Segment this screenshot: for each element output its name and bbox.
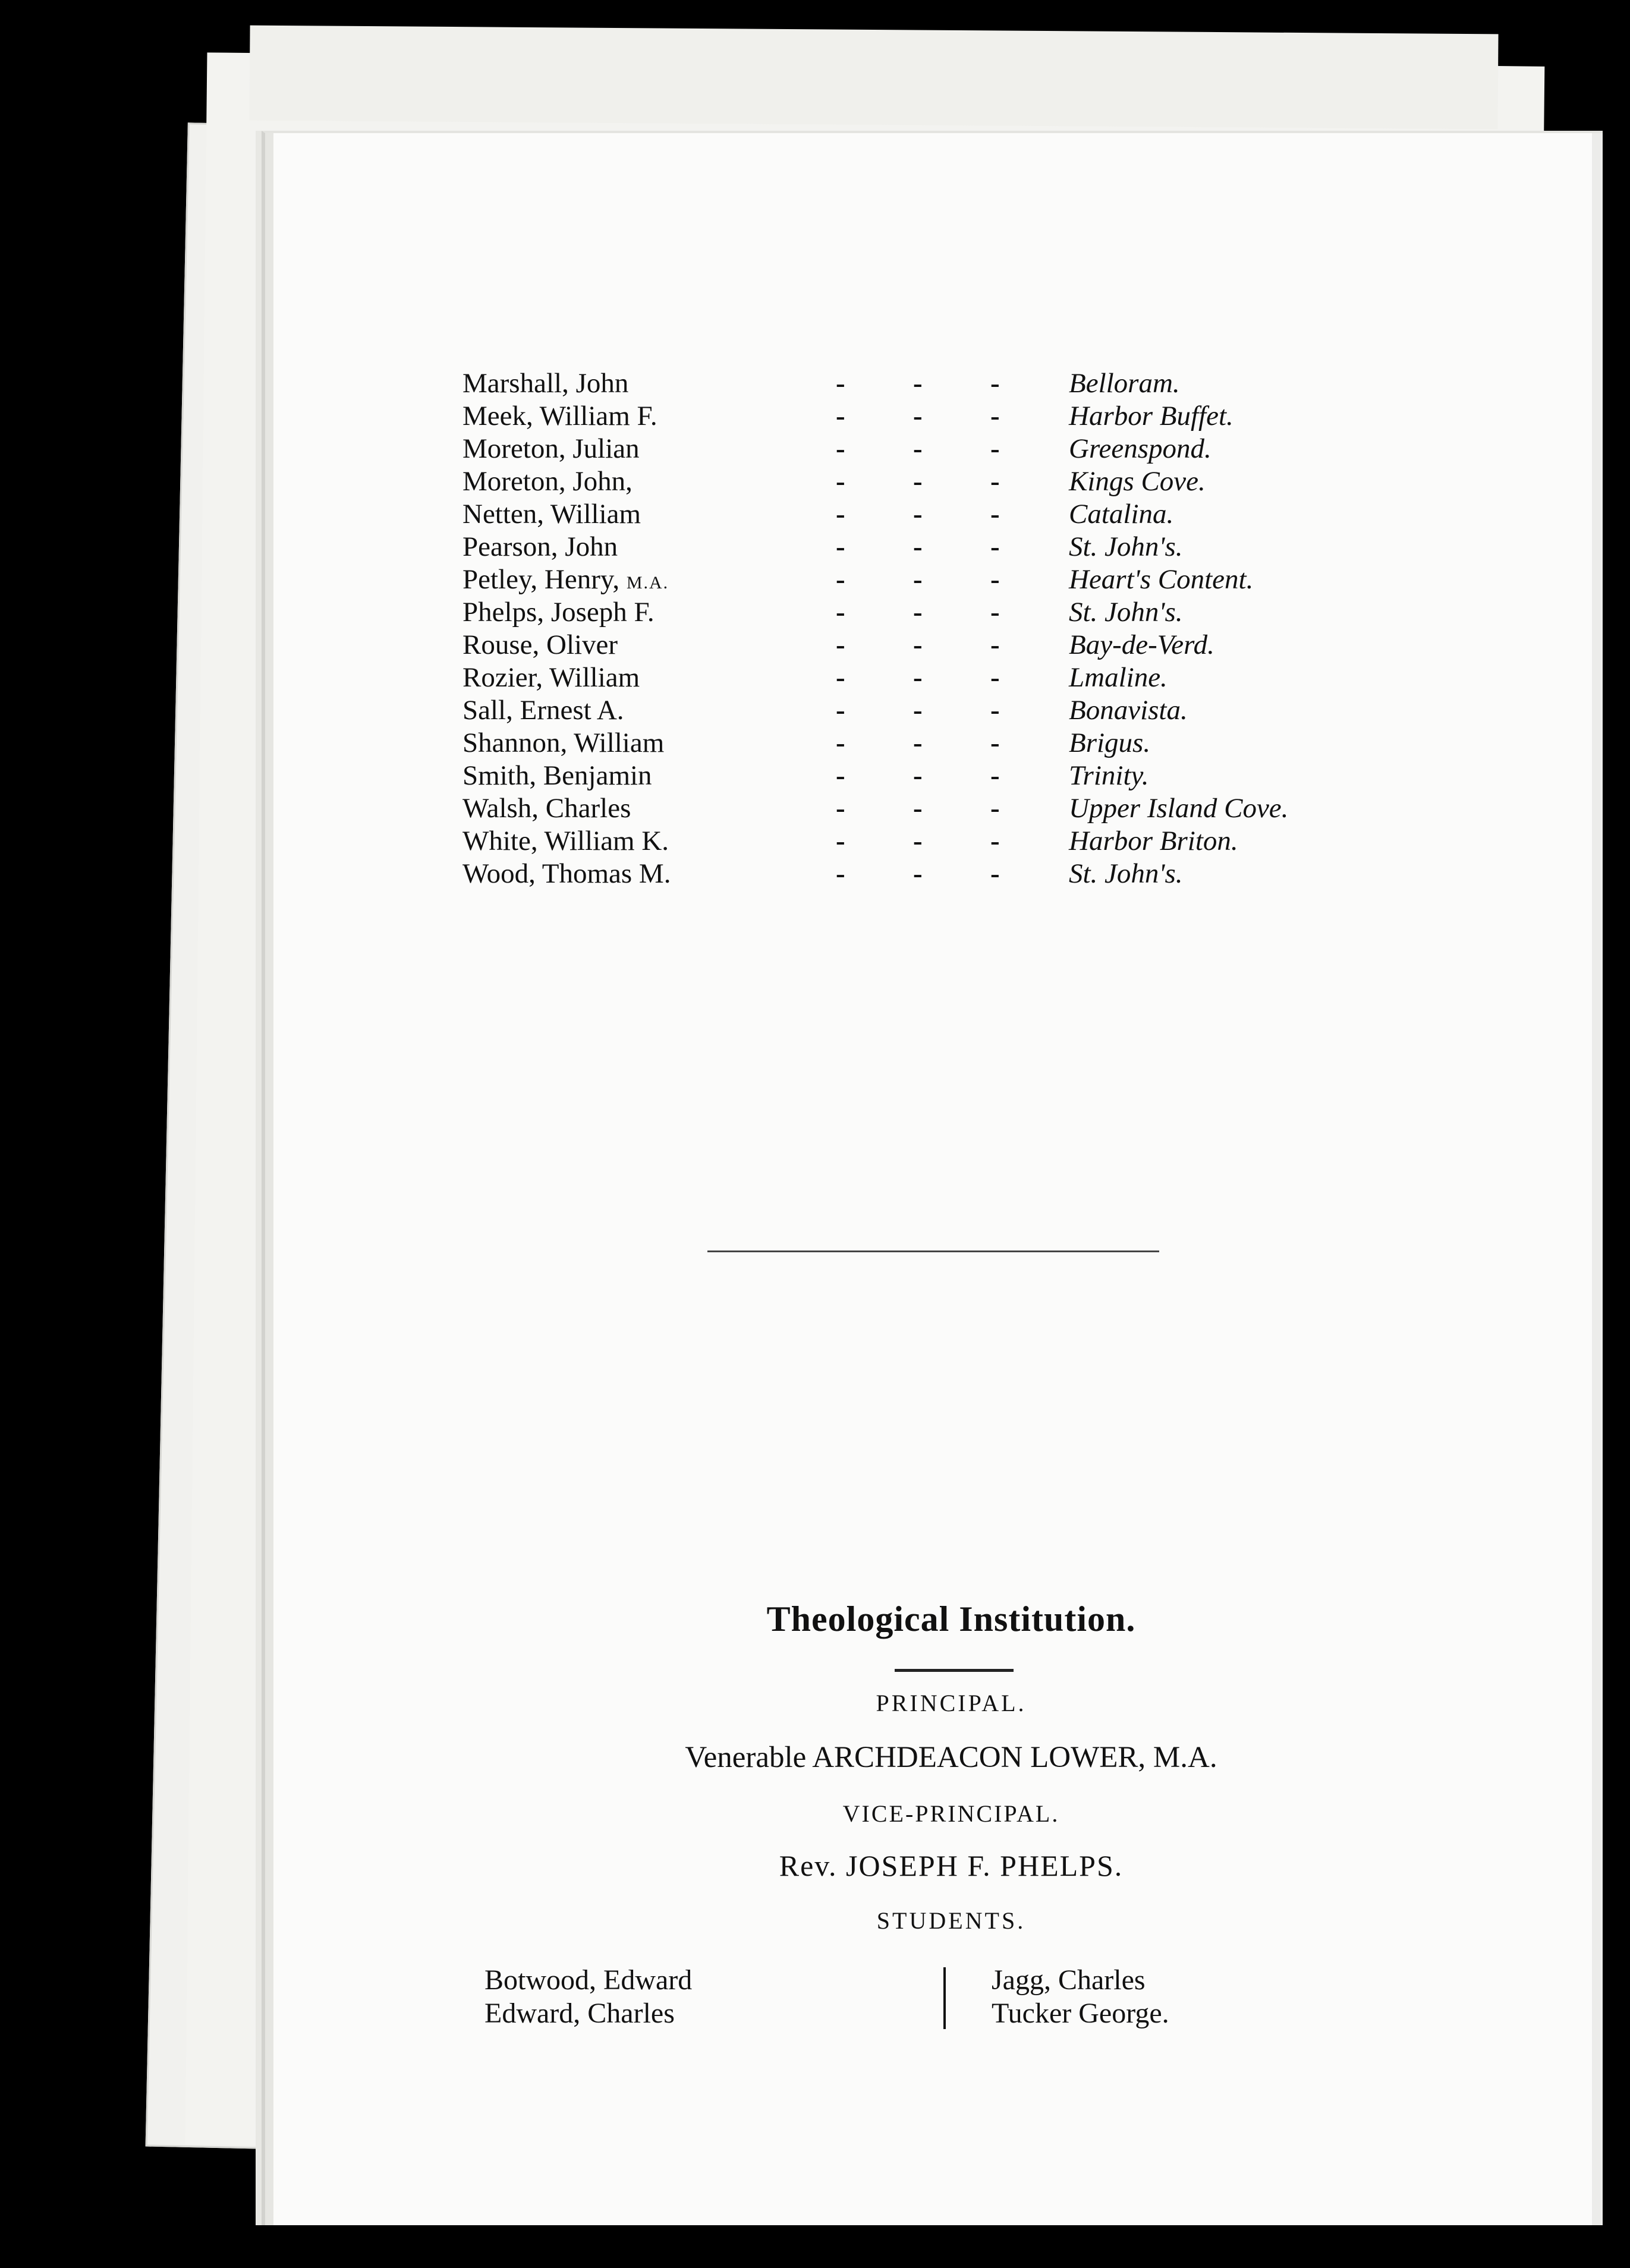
student-name: Botwood, Edward <box>484 1964 693 1996</box>
leader-dash: - <box>836 662 845 693</box>
roster-row <box>462 662 1354 694</box>
leader-dashes <box>836 629 1074 662</box>
leader-dashes <box>836 792 1074 825</box>
leader-dash: - <box>990 826 1000 856</box>
roster-place: Brigus. <box>1069 727 1151 758</box>
leader-dash: - <box>836 564 845 595</box>
roster-row <box>462 727 1354 760</box>
roster-name-text: Rozier, William <box>462 662 640 693</box>
leader-dash: - <box>836 727 845 758</box>
vice-principal-label: VICE-PRINCIPAL. <box>842 1800 1060 1827</box>
roster-place: Greenspond. <box>1069 433 1212 464</box>
leader-dashes <box>836 433 1074 465</box>
roster-row <box>462 563 1354 596</box>
roster-name-text: Moreton, John, <box>462 466 633 497</box>
roster-name-text: Sall, Ernest A. <box>462 695 624 726</box>
roster-row <box>462 367 1354 400</box>
leader-dash: - <box>836 597 845 628</box>
leader-dash: - <box>913 793 923 824</box>
leader-dashes <box>836 465 1074 498</box>
leader-dash: - <box>836 826 845 856</box>
roster-name <box>462 662 640 694</box>
leader-dash: - <box>990 564 1000 595</box>
students-label: STUDENTS. <box>876 1907 1026 1934</box>
leader-dash: - <box>836 499 845 530</box>
leader-dash: - <box>913 629 923 660</box>
leader-dashes <box>836 662 1074 694</box>
roster-name <box>462 433 640 465</box>
roster-name <box>462 465 633 498</box>
leader-dash: - <box>836 793 845 824</box>
principal-name: Venerable ARCHDEACON LOWER, M.A. <box>685 1741 1217 1774</box>
students-left-column <box>484 1964 692 2030</box>
leader-dash: - <box>913 826 923 856</box>
leader-dash: - <box>990 858 1000 889</box>
roster-name-text: Meek, William F. <box>462 401 657 431</box>
leader-dash: - <box>990 662 1000 693</box>
principal-label: PRINCIPAL. <box>876 1690 1027 1716</box>
roster-row <box>462 792 1354 825</box>
leader-dash: - <box>913 433 923 464</box>
leader-dash: - <box>836 433 845 464</box>
student-name: Jagg, Charles <box>992 1964 1146 1996</box>
roster-place: Lmaline. <box>1069 662 1168 693</box>
leader-dash: - <box>836 531 845 562</box>
roster-place: St. John's. <box>1069 597 1183 628</box>
leader-dash: - <box>990 597 1000 628</box>
roster-name <box>462 629 618 662</box>
leader-dash: - <box>990 793 1000 824</box>
leader-dash: - <box>990 727 1000 758</box>
roster-name-text: Shannon, William <box>462 727 665 758</box>
leader-dashes <box>836 498 1074 531</box>
leader-dash: - <box>990 531 1000 562</box>
roster-name <box>462 531 618 563</box>
roster-name <box>462 563 669 599</box>
leader-dash: - <box>913 858 923 889</box>
roster-row <box>462 694 1354 727</box>
leader-dashes <box>836 563 1074 596</box>
roster-place: Heart's Content. <box>1069 564 1254 595</box>
roster-place: St. John's. <box>1069 531 1183 562</box>
roster-name <box>462 498 641 531</box>
roster-row <box>462 629 1354 662</box>
roster-place: Harbor Briton. <box>1069 826 1238 856</box>
roster-name <box>462 596 654 629</box>
leader-dash: - <box>913 499 923 530</box>
leader-dash: - <box>990 499 1000 530</box>
roster-name-text: Wood, Thomas M. <box>462 858 671 889</box>
leader-dash: - <box>836 629 845 660</box>
leader-dashes <box>836 596 1074 629</box>
leader-dash: - <box>990 760 1000 791</box>
leader-dash: - <box>913 466 923 497</box>
roster-row <box>462 531 1354 563</box>
roster-row <box>462 400 1354 433</box>
section-divider <box>707 1250 1159 1252</box>
roster-degree: M.A. <box>626 573 669 593</box>
student-name: Tucker George. <box>992 1998 1169 2029</box>
leader-dash: - <box>913 564 923 595</box>
leader-dash: - <box>990 401 1000 431</box>
roster-name <box>462 858 671 890</box>
roster-row <box>462 825 1354 858</box>
leader-dash: - <box>836 401 845 431</box>
roster-row <box>462 760 1354 792</box>
roster-name <box>462 694 624 727</box>
leader-dash: - <box>913 597 923 628</box>
roster-row <box>462 465 1354 498</box>
roster-name-text: Petley, Henry, <box>462 564 620 595</box>
roster-place: Trinity. <box>1069 760 1149 791</box>
roster-row <box>462 498 1354 531</box>
leader-dash: - <box>836 466 845 497</box>
roster-place: Bonavista. <box>1069 695 1188 726</box>
roster-name-text: Phelps, Joseph F. <box>462 597 654 628</box>
roster-name <box>462 367 628 400</box>
leader-dash: - <box>990 629 1000 660</box>
roster-name-text: Smith, Benjamin <box>462 760 652 791</box>
roster-place: Bay-de-Verd. <box>1069 629 1214 660</box>
leader-dashes <box>836 727 1074 760</box>
roster-row <box>462 858 1354 890</box>
leader-dash: - <box>913 401 923 431</box>
leader-dashes <box>836 858 1074 890</box>
leader-dashes <box>836 694 1074 727</box>
leader-dash: - <box>913 695 923 726</box>
roster-name <box>462 400 657 433</box>
roster-name-text: Rouse, Oliver <box>462 629 618 660</box>
leader-dashes <box>836 825 1074 858</box>
roster-name-text: Marshall, John <box>462 368 629 399</box>
roster-name <box>462 825 669 858</box>
roster-place: Kings Cove. <box>1069 466 1206 497</box>
roster-place: Catalina. <box>1069 499 1174 530</box>
back-sheet-top <box>249 26 1498 130</box>
leader-dashes <box>836 531 1074 563</box>
leader-dash: - <box>990 466 1000 497</box>
students-right-column <box>992 1964 1169 2030</box>
roster-name-text: Walsh, Charles <box>462 793 631 824</box>
roster-row <box>462 596 1354 629</box>
leader-dashes <box>836 760 1074 792</box>
roster-name-text: Netten, William <box>462 499 641 530</box>
student-roster <box>462 367 1354 890</box>
roster-row <box>462 433 1354 465</box>
vice-principal-name: Rev. JOSEPH F. PHELPS. <box>779 1849 1124 1882</box>
roster-name-text: Pearson, John <box>462 531 618 562</box>
leader-dash: - <box>913 368 923 399</box>
roster-name-text: Moreton, Julian <box>462 433 640 464</box>
leader-dash: - <box>913 662 923 693</box>
roster-place: Belloram. <box>1069 368 1180 399</box>
leader-dash: - <box>990 433 1000 464</box>
leader-dash: - <box>913 760 923 791</box>
roster-place: Upper Island Cove. <box>1069 793 1289 824</box>
column-separator <box>943 1967 946 2029</box>
roster-name <box>462 727 664 760</box>
leader-dashes <box>836 367 1074 400</box>
leader-dashes <box>836 400 1074 433</box>
leader-dash: - <box>990 368 1000 399</box>
roster-place: St. John's. <box>1069 858 1183 889</box>
roster-name <box>462 792 631 825</box>
leader-dash: - <box>836 695 845 726</box>
roster-place: Harbor Buffet. <box>1069 401 1233 431</box>
roster-name <box>462 760 652 792</box>
leader-dash: - <box>913 531 923 562</box>
student-name: Edward, Charles <box>484 1998 675 2029</box>
roster-name-text: White, William K. <box>462 826 669 856</box>
leader-dash: - <box>836 368 845 399</box>
leader-dash: - <box>913 727 923 758</box>
institution-title: Theological Institution. <box>766 1599 1136 1639</box>
leader-dash: - <box>836 760 845 791</box>
leader-dash: - <box>836 858 845 889</box>
title-rule <box>895 1669 1014 1672</box>
leader-dash: - <box>990 695 1000 726</box>
